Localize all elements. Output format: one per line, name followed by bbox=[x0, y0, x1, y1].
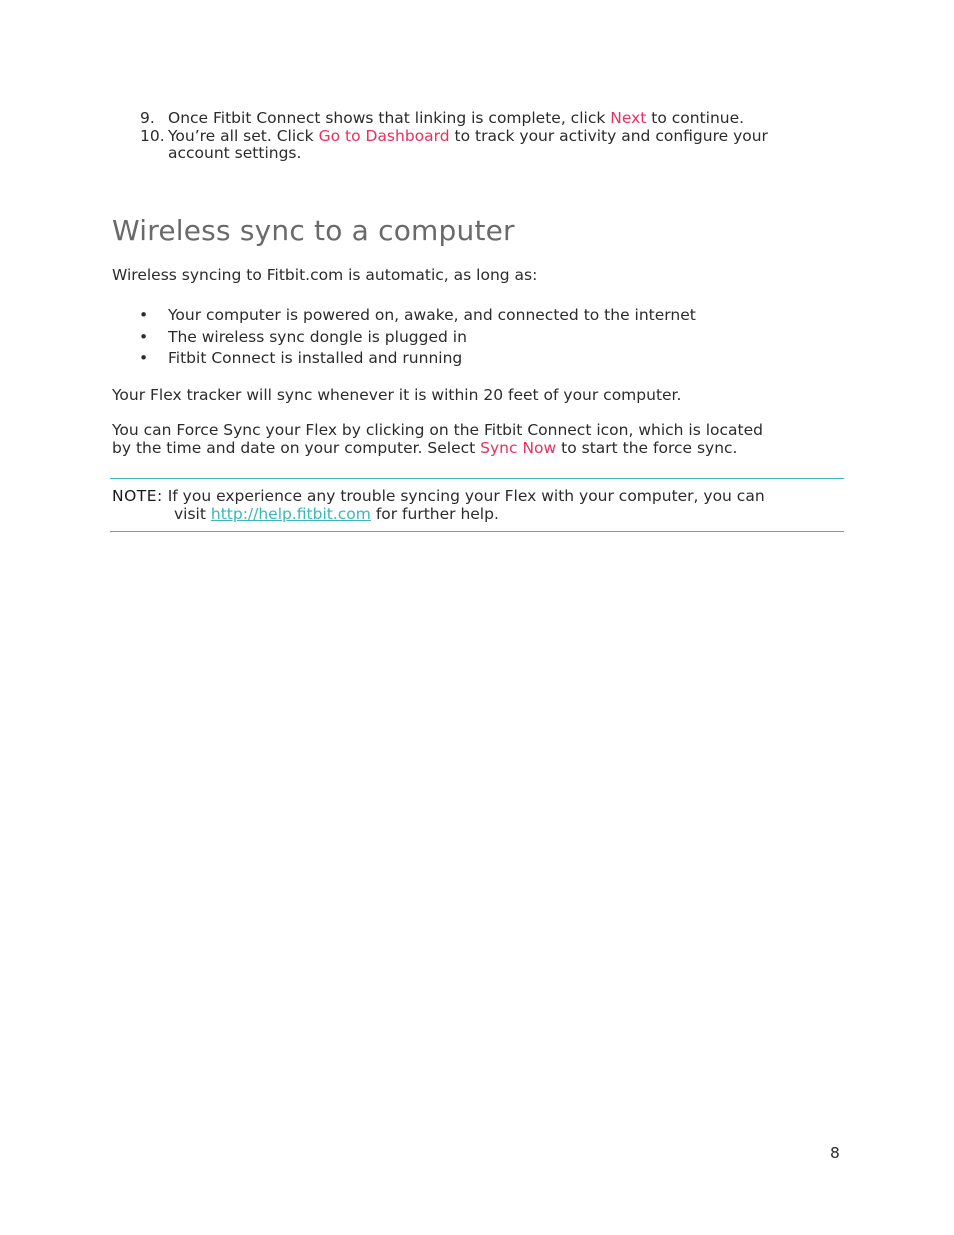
section-title: Wireless sync to a computer bbox=[112, 214, 515, 247]
step-text: account settings. bbox=[168, 144, 302, 162]
intro-paragraph: Wireless syncing to Fitbit.com is automatic, as long as: bbox=[112, 266, 538, 284]
list-item bbox=[112, 349, 842, 371]
note-callout bbox=[110, 478, 844, 532]
paragraph-text: by the time and date on your computer. Select bbox=[112, 438, 481, 457]
step-text: to track your activity and configure your bbox=[449, 126, 768, 145]
list-item-text: Fitbit Connect is installed and running bbox=[168, 349, 463, 367]
setup-steps-list bbox=[112, 110, 842, 163]
list-item bbox=[112, 306, 842, 328]
sync-now-reference: Sync Now bbox=[480, 438, 557, 457]
step-item bbox=[112, 128, 842, 163]
bullet-icon: • bbox=[139, 306, 149, 324]
requirements-list bbox=[112, 306, 842, 371]
note-line bbox=[112, 505, 499, 523]
range-paragraph: Your Flex tracker will sync whenever it is within 20 feet of your computer. bbox=[112, 386, 682, 404]
note-line-text: visit bbox=[174, 505, 211, 523]
paragraph-text: You can Force Sync your Flex by clicking on the Fitbit Connect icon, which is located bbox=[112, 421, 763, 439]
note-label: NOTE: bbox=[112, 487, 163, 505]
step-number: 9. bbox=[140, 109, 155, 127]
force-sync-paragraph bbox=[112, 422, 852, 457]
note-text bbox=[112, 487, 842, 523]
list-item bbox=[112, 328, 842, 350]
help-link[interactable]: http://help.fitbit.com bbox=[210, 505, 371, 523]
paragraph-text: to start the force sync. bbox=[556, 438, 738, 457]
bullet-icon: • bbox=[139, 349, 149, 367]
note-line-text: for further help. bbox=[370, 505, 499, 523]
step-item bbox=[112, 110, 842, 128]
step-text: to continue. bbox=[646, 109, 745, 127]
go-to-dashboard-reference: Go to Dashboard bbox=[318, 126, 450, 145]
step-text: Once Fitbit Connect shows that linking is complete, click bbox=[168, 109, 611, 127]
bullet-icon: • bbox=[139, 327, 149, 346]
note-line: If you experience any trouble syncing your Flex with your computer, you can bbox=[162, 487, 765, 505]
list-item-text: The wireless sync dongle is plugged in bbox=[168, 327, 467, 346]
step-number: 10. bbox=[140, 126, 165, 145]
next-button-reference: Next bbox=[610, 109, 647, 127]
step-text: You’re all set. Click bbox=[168, 126, 319, 145]
list-item-text: Your computer is powered on, awake, and connected to the internet bbox=[168, 306, 696, 324]
page-number: 8 bbox=[830, 1144, 840, 1162]
